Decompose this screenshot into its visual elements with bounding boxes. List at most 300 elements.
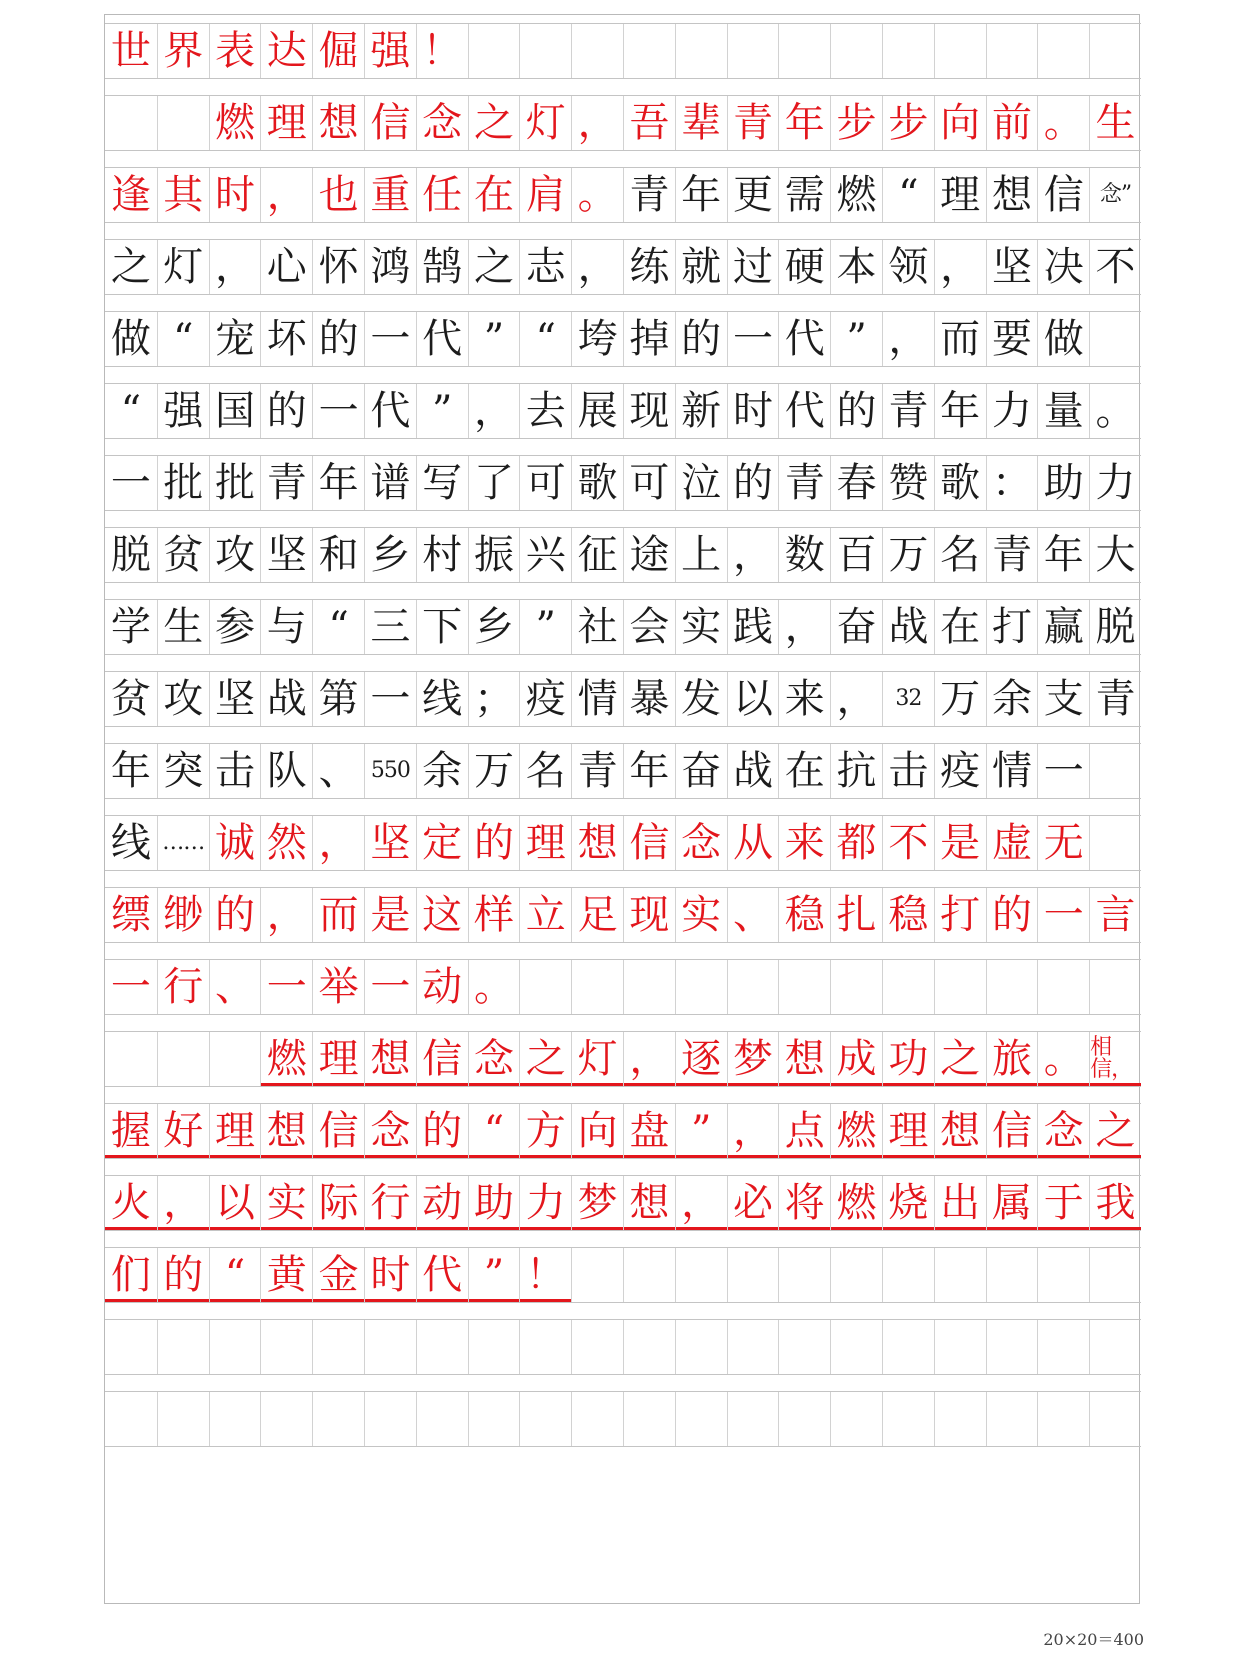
grid-cell: 一 bbox=[1037, 744, 1089, 798]
grid-cell: 代 bbox=[416, 1248, 468, 1302]
grid-cell: 万 bbox=[934, 672, 986, 726]
grid-cell: 战 bbox=[260, 672, 312, 726]
grid-cell: 想 bbox=[623, 1176, 675, 1230]
grid-cell: 暴 bbox=[623, 672, 675, 726]
grid-cell bbox=[986, 1392, 1038, 1446]
grid-cell bbox=[830, 1392, 882, 1446]
grid-cell: 奋 bbox=[830, 600, 882, 654]
grid-cell: 念 bbox=[468, 1032, 520, 1086]
grid-cell: 泣 bbox=[675, 456, 727, 510]
grid-cell: 强 bbox=[157, 384, 209, 438]
grid-cell: 赞 bbox=[882, 456, 934, 510]
grid-cell: 名 bbox=[519, 744, 571, 798]
grid-cell: 信 bbox=[364, 96, 416, 150]
grid-cell: 步 bbox=[882, 96, 934, 150]
grid-row bbox=[105, 383, 1141, 439]
grid-cell bbox=[519, 1392, 571, 1446]
grid-cell: 力 bbox=[986, 384, 1038, 438]
grid-cell: 燃 bbox=[830, 1176, 882, 1230]
grid-cell: 社 bbox=[571, 600, 623, 654]
grid-cell bbox=[675, 960, 727, 1014]
grid-cell: 达 bbox=[260, 24, 312, 78]
grid-cell bbox=[986, 1320, 1038, 1374]
grid-cell: ， bbox=[209, 240, 261, 294]
grid-cell: 突 bbox=[157, 744, 209, 798]
grid-cell: 练 bbox=[623, 240, 675, 294]
grid-cell bbox=[571, 960, 623, 1014]
grid-cell bbox=[209, 1032, 261, 1086]
grid-cell: 点 bbox=[778, 1104, 830, 1158]
grid-cell bbox=[260, 1320, 312, 1374]
grid-cell: 年 bbox=[623, 744, 675, 798]
grid-cell bbox=[727, 960, 779, 1014]
grid-cell: 战 bbox=[882, 600, 934, 654]
grid-cell: 理 bbox=[209, 1104, 261, 1158]
grid-cell: 来 bbox=[778, 672, 830, 726]
grid-cell: ， bbox=[468, 384, 520, 438]
grid-cell: 们 bbox=[105, 1248, 157, 1302]
grid-cell: 的 bbox=[727, 456, 779, 510]
grid-cell: 代 bbox=[778, 312, 830, 366]
grid-cell: 理 bbox=[519, 816, 571, 870]
grid-cell: 火 bbox=[105, 1176, 157, 1230]
grid-row bbox=[105, 311, 1141, 367]
grid-cell: 在 bbox=[778, 744, 830, 798]
grid-cell: 稳 bbox=[778, 888, 830, 942]
grid-cell: 出 bbox=[934, 1176, 986, 1230]
grid-cell bbox=[105, 96, 157, 150]
grid-cell: 抗 bbox=[830, 744, 882, 798]
grid-cell: “ bbox=[312, 600, 364, 654]
grid-cell: 代 bbox=[364, 384, 416, 438]
grid-cell: 诚 bbox=[209, 816, 261, 870]
grid-cell bbox=[157, 1320, 209, 1374]
grid-cell: 青 bbox=[727, 96, 779, 150]
grid-cell: 的 bbox=[209, 888, 261, 942]
grid-cell: 动 bbox=[416, 1176, 468, 1230]
grid-cell: 然 bbox=[260, 816, 312, 870]
grid-cell: ” bbox=[519, 600, 571, 654]
grid-cell: 信 bbox=[623, 816, 675, 870]
grid-cell: 垮 bbox=[571, 312, 623, 366]
grid-cell: 一 bbox=[110, 964, 151, 1010]
grid-cell bbox=[571, 1320, 623, 1374]
grid-cell: 支 bbox=[1037, 672, 1089, 726]
grid-cell: 去 bbox=[519, 384, 571, 438]
grid-cell bbox=[675, 1392, 727, 1446]
grid-cell bbox=[727, 1320, 779, 1374]
grid-cell: 坚 bbox=[260, 528, 312, 582]
grid-cell: 情 bbox=[571, 672, 623, 726]
grid-cell: 燃 bbox=[260, 1032, 312, 1086]
grid-cell: 步 bbox=[830, 96, 882, 150]
grid-cell bbox=[571, 1392, 623, 1446]
grid-cell: ， bbox=[260, 888, 312, 942]
grid-cell bbox=[727, 1248, 779, 1302]
grid-cell: 践 bbox=[727, 600, 779, 654]
grid-cell: ， bbox=[571, 96, 623, 150]
grid-cell: 可 bbox=[623, 456, 675, 510]
grid-cell: 。 bbox=[1037, 1032, 1089, 1086]
grid-cell bbox=[986, 960, 1038, 1014]
grid-cell: 以 bbox=[727, 672, 779, 726]
grid-row bbox=[105, 527, 1141, 583]
grid-cell bbox=[675, 24, 727, 78]
grid-cell: 、 bbox=[727, 888, 779, 942]
grid-cell: 会 bbox=[623, 600, 675, 654]
grid-cell bbox=[157, 96, 209, 150]
grid-cell bbox=[209, 1320, 261, 1374]
grid-cell bbox=[416, 1320, 468, 1374]
grid-cell: 上 bbox=[675, 528, 727, 582]
grid-cell: 助 bbox=[1037, 456, 1089, 510]
grid-cell: 之 bbox=[468, 96, 520, 150]
grid-cell bbox=[260, 1392, 312, 1446]
grid-cell: “ bbox=[157, 312, 209, 366]
grid-cell: 年 bbox=[934, 384, 986, 438]
grid-cell bbox=[623, 1392, 675, 1446]
grid-cell: 燃 bbox=[830, 1104, 882, 1158]
grid-cell: 行 bbox=[364, 1176, 416, 1230]
grid-cell: 都 bbox=[830, 816, 882, 870]
grid-cell bbox=[882, 24, 934, 78]
grid-cell: 一 bbox=[364, 672, 416, 726]
grid-row bbox=[105, 959, 1141, 1015]
grid-cell: 而 bbox=[934, 312, 986, 366]
grid-cell: 坚 bbox=[209, 672, 261, 726]
grid-cell: 定 bbox=[416, 816, 468, 870]
grid-cell bbox=[312, 1392, 364, 1446]
grid-cell bbox=[364, 1392, 416, 1446]
grid-cell: 途 bbox=[623, 528, 675, 582]
grid-cell: 成 bbox=[830, 1032, 882, 1086]
grid-cell bbox=[105, 1320, 157, 1374]
grid-cell: 攻 bbox=[157, 672, 209, 726]
grid-cell: 于 bbox=[1037, 1176, 1089, 1230]
grid-cell: 不 bbox=[882, 816, 934, 870]
grid-cell: 战 bbox=[727, 744, 779, 798]
grid-cell bbox=[778, 1248, 830, 1302]
grid-cell: 春 bbox=[830, 456, 882, 510]
grid-cell bbox=[1089, 1392, 1141, 1446]
grid-cell: 名 bbox=[934, 528, 986, 582]
grid-cell: 余 bbox=[986, 672, 1038, 726]
grid-cell: 做 bbox=[110, 316, 151, 362]
grid-cell: 年 bbox=[778, 96, 830, 150]
grid-cell: 时 bbox=[209, 168, 261, 222]
grid-cell bbox=[778, 24, 830, 78]
grid-cell: 要 bbox=[986, 312, 1038, 366]
grid-cell: 方 bbox=[519, 1104, 571, 1158]
grid-cell: 脱 bbox=[1089, 600, 1141, 654]
grid-cell: 坚 bbox=[364, 816, 416, 870]
grid-cell: 信 bbox=[1037, 168, 1089, 222]
grid-cell bbox=[519, 24, 571, 78]
grid-cell: 的 bbox=[157, 1248, 209, 1302]
grid-cell: 之 bbox=[934, 1032, 986, 1086]
grid-cell bbox=[623, 1248, 675, 1302]
grid-cell: 举 bbox=[312, 960, 364, 1014]
grid-cell: ， bbox=[571, 240, 623, 294]
grid-cell: 展 bbox=[571, 384, 623, 438]
grid-cell: 青 bbox=[571, 744, 623, 798]
grid-cell: 攻 bbox=[209, 528, 261, 582]
grid-cell: 。 bbox=[1037, 96, 1089, 150]
grid-cell: 任 bbox=[416, 168, 468, 222]
grid-cell: 虚 bbox=[986, 816, 1038, 870]
grid-cell: 就 bbox=[675, 240, 727, 294]
grid-cell: 一 bbox=[364, 312, 416, 366]
grid-cell bbox=[105, 1392, 157, 1446]
grid-cell: 念 bbox=[416, 96, 468, 150]
grid-cell: 信 bbox=[416, 1032, 468, 1086]
grid-cell: 坚 bbox=[986, 240, 1038, 294]
grid-cell bbox=[468, 1320, 520, 1374]
grid-cell: 国 bbox=[209, 384, 261, 438]
grid-cell: 其 bbox=[157, 168, 209, 222]
grid-cell: 奋 bbox=[675, 744, 727, 798]
grid-cell bbox=[1037, 1392, 1089, 1446]
grid-cell: 的 bbox=[986, 888, 1038, 942]
grid-cell: 缈 bbox=[157, 888, 209, 942]
grid-cell: 是 bbox=[364, 888, 416, 942]
grid-cell: ” bbox=[675, 1104, 727, 1158]
grid-cell bbox=[1089, 744, 1141, 798]
grid-cell: 更 bbox=[727, 168, 779, 222]
grid-cell bbox=[830, 1248, 882, 1302]
grid-cell: 线 bbox=[416, 672, 468, 726]
grid-cell: 稳 bbox=[882, 888, 934, 942]
grid-cell bbox=[882, 1392, 934, 1446]
grid-cell: 功 bbox=[882, 1032, 934, 1086]
grid-cell: 本 bbox=[830, 240, 882, 294]
grid-cell bbox=[934, 24, 986, 78]
grid-cell: 百 bbox=[830, 528, 882, 582]
grid-cell: 参 bbox=[209, 600, 261, 654]
grid-cell bbox=[519, 1320, 571, 1374]
grid-cell: 的 bbox=[416, 1104, 468, 1158]
grid-cell: 新 bbox=[675, 384, 727, 438]
grid-cell bbox=[1089, 1320, 1141, 1374]
grid-cell: 理 bbox=[934, 168, 986, 222]
grid-cell: 相信， bbox=[1089, 1032, 1141, 1086]
grid-cell bbox=[934, 1248, 986, 1302]
grid-cell bbox=[934, 1320, 986, 1374]
grid-cell: 向 bbox=[934, 96, 986, 150]
grid-cell: 的 bbox=[260, 384, 312, 438]
grid-cell bbox=[1089, 312, 1141, 366]
grid-cell: ， bbox=[312, 816, 364, 870]
grid-cell: 、 bbox=[209, 960, 261, 1014]
grid-cell bbox=[1089, 816, 1141, 870]
grid-cell: 硬 bbox=[778, 240, 830, 294]
grid-cell: 领 bbox=[882, 240, 934, 294]
grid-cell: 属 bbox=[986, 1176, 1038, 1230]
grid-cell: “ bbox=[468, 1104, 520, 1158]
grid-cell: ： bbox=[986, 456, 1038, 510]
grid-row bbox=[105, 887, 1141, 943]
grid-cell: 下 bbox=[416, 600, 468, 654]
grid-cell: 实 bbox=[260, 1176, 312, 1230]
grid-cell bbox=[778, 1320, 830, 1374]
grid-row bbox=[105, 671, 1141, 727]
grid-cell: 前 bbox=[986, 96, 1038, 150]
grid-cell: 鹄 bbox=[416, 240, 468, 294]
grid-cell: 批 bbox=[157, 456, 209, 510]
grid-cell: 理 bbox=[312, 1032, 364, 1086]
grid-cell: …… bbox=[157, 816, 209, 870]
grid-cell: 歌 bbox=[934, 456, 986, 510]
grid-cell: 一 bbox=[110, 460, 151, 506]
grid-cell: 可 bbox=[519, 456, 571, 510]
grid-cell: 烧 bbox=[882, 1176, 934, 1230]
grid-cell bbox=[105, 1032, 157, 1086]
grid-cell bbox=[1089, 960, 1141, 1014]
grid-cell: 一 bbox=[260, 960, 312, 1014]
grid-cell: 想 bbox=[934, 1104, 986, 1158]
grid-cell: 吾 bbox=[623, 96, 675, 150]
grid-cell: 振 bbox=[468, 528, 520, 582]
grid-cell: 想 bbox=[260, 1104, 312, 1158]
grid-cell: 需 bbox=[778, 168, 830, 222]
grid-cell bbox=[1089, 24, 1141, 78]
grid-cell: 逢 bbox=[110, 172, 151, 218]
grid-cell: 青 bbox=[260, 456, 312, 510]
grid-cell: 32 bbox=[882, 672, 934, 726]
grid-row bbox=[105, 455, 1141, 511]
grid-cell: 决 bbox=[1037, 240, 1089, 294]
grid-cell: 倔 bbox=[312, 24, 364, 78]
grid-cell: ” bbox=[468, 312, 520, 366]
grid-cell: 必 bbox=[727, 1176, 779, 1230]
grid-cell bbox=[1037, 24, 1089, 78]
grid-cell: 际 bbox=[312, 1176, 364, 1230]
grid-row bbox=[105, 1175, 1141, 1231]
grid-cell: 在 bbox=[934, 600, 986, 654]
grid-cell bbox=[1037, 960, 1089, 1014]
grid-cell bbox=[1037, 1248, 1089, 1302]
grid-cell: 足 bbox=[571, 888, 623, 942]
grid-cell: 坏 bbox=[260, 312, 312, 366]
grid-cell: 重 bbox=[364, 168, 416, 222]
grid-cell bbox=[571, 1248, 623, 1302]
grid-cell: 实 bbox=[675, 888, 727, 942]
grid-cell: 贫 bbox=[157, 528, 209, 582]
grid-cell: ， bbox=[727, 1104, 779, 1158]
grid-row bbox=[105, 1031, 1141, 1087]
grid-cell bbox=[623, 24, 675, 78]
grid-cell: 第 bbox=[312, 672, 364, 726]
grid-cell: “ bbox=[209, 1248, 261, 1302]
grid-cell bbox=[934, 960, 986, 1014]
grid-cell bbox=[882, 1320, 934, 1374]
grid-cell: 一 bbox=[364, 960, 416, 1014]
grid-cell: 做 bbox=[1037, 312, 1089, 366]
grid-cell: 将 bbox=[778, 1176, 830, 1230]
grid-cell: 言 bbox=[1089, 888, 1141, 942]
grid-cell: 想 bbox=[778, 1032, 830, 1086]
grid-cell: 征 bbox=[571, 528, 623, 582]
grid-cell: 扎 bbox=[830, 888, 882, 942]
grid-cell: 年 bbox=[110, 748, 151, 794]
grid-cell: 力 bbox=[519, 1176, 571, 1230]
grid-cell bbox=[312, 1320, 364, 1374]
grid-cell bbox=[934, 1392, 986, 1446]
grid-cell: 逐 bbox=[675, 1032, 727, 1086]
grid-cell: 的 bbox=[468, 816, 520, 870]
grid-cell: 代 bbox=[416, 312, 468, 366]
grid-cell: 青 bbox=[882, 384, 934, 438]
grid-cell bbox=[778, 1392, 830, 1446]
grid-cell: 强 bbox=[364, 24, 416, 78]
grid-cell bbox=[209, 1392, 261, 1446]
grid-cell: 乡 bbox=[468, 600, 520, 654]
grid-cell: 之 bbox=[1089, 1104, 1141, 1158]
grid-cell bbox=[623, 960, 675, 1014]
grid-cell bbox=[727, 24, 779, 78]
grid-cell: 了 bbox=[468, 456, 520, 510]
grid-cell: 宠 bbox=[209, 312, 261, 366]
grid-cell: 线 bbox=[110, 820, 151, 866]
grid-cell bbox=[675, 1320, 727, 1374]
grid-cell: 燃 bbox=[830, 168, 882, 222]
grid-cell: ， bbox=[934, 240, 986, 294]
grid-cell: 灯 bbox=[157, 240, 209, 294]
grid-cell: 之 bbox=[519, 1032, 571, 1086]
grid-cell: ； bbox=[468, 672, 520, 726]
grid-cell: ， bbox=[260, 168, 312, 222]
grid-row bbox=[105, 239, 1141, 295]
grid-cell: 时 bbox=[364, 1248, 416, 1302]
grid-cell: 谱 bbox=[364, 456, 416, 510]
grid-cell: 青 bbox=[1089, 672, 1141, 726]
grid-cell: 灯 bbox=[519, 96, 571, 150]
grid-cell: 肩 bbox=[519, 168, 571, 222]
grid-cell: ” bbox=[416, 384, 468, 438]
grid-cell bbox=[157, 1392, 209, 1446]
manuscript-grid-paper bbox=[104, 14, 1140, 1604]
grid-cell: 是 bbox=[934, 816, 986, 870]
grid-cell: 助 bbox=[468, 1176, 520, 1230]
grid-cell: 歌 bbox=[571, 456, 623, 510]
grid-cell: 青 bbox=[623, 168, 675, 222]
grid-cell: 来 bbox=[778, 816, 830, 870]
grid-cell: 信 bbox=[312, 1104, 364, 1158]
grid-cell: 万 bbox=[882, 528, 934, 582]
grid-cell bbox=[778, 960, 830, 1014]
grid-cell: 念” bbox=[1089, 168, 1141, 222]
grid-cell: 梦 bbox=[727, 1032, 779, 1086]
grid-cell bbox=[727, 1392, 779, 1446]
grid-cell bbox=[468, 1392, 520, 1446]
grid-cell: “ bbox=[882, 168, 934, 222]
grid-cell: 疫 bbox=[519, 672, 571, 726]
grid-cell: 燃 bbox=[209, 96, 261, 150]
grid-cell: 想 bbox=[986, 168, 1038, 222]
grid-cell: 想 bbox=[571, 816, 623, 870]
grid-cell: 的 bbox=[675, 312, 727, 366]
grid-cell: 击 bbox=[882, 744, 934, 798]
grid-cell: 盘 bbox=[623, 1104, 675, 1158]
grid-cell bbox=[519, 960, 571, 1014]
grid-cell: 而 bbox=[312, 888, 364, 942]
grid-cell bbox=[157, 1032, 209, 1086]
grid-cell: 信 bbox=[986, 1104, 1038, 1158]
grid-cell: 动 bbox=[416, 960, 468, 1014]
grid-cell: 青 bbox=[778, 456, 830, 510]
grid-cell: 之 bbox=[468, 240, 520, 294]
grid-cell: 无 bbox=[1037, 816, 1089, 870]
